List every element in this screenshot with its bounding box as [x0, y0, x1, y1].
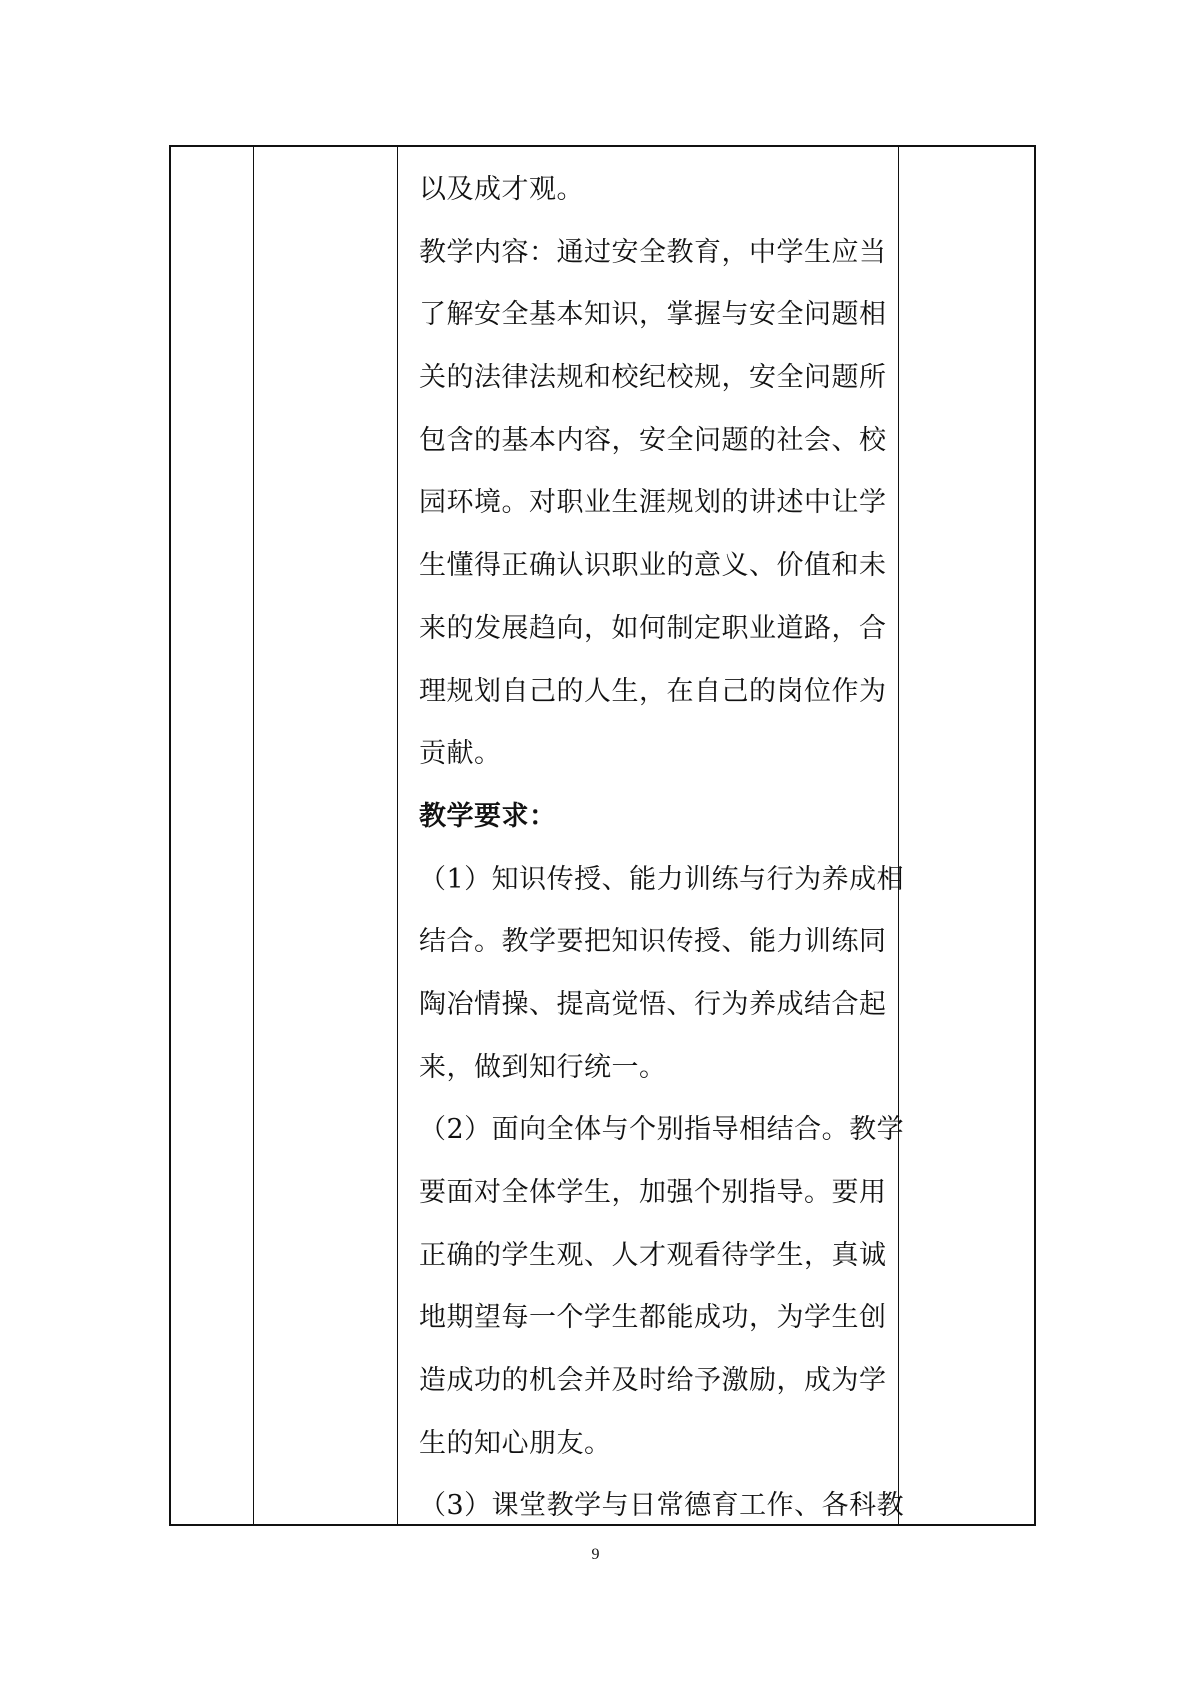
section-heading: 教学要求：: [419, 800, 557, 832]
column-divider-1: [253, 147, 254, 1524]
table-content-cell: [407, 147, 905, 1538]
column-divider-3: [898, 147, 899, 1524]
text-line: 关的法律法规和校纪校规，安全问题所: [419, 362, 887, 394]
text-line: 园环境。对职业生涯规划的讲述中让学: [419, 487, 887, 519]
text-line: 地期望每一个学生都能成功，为学生创: [419, 1302, 887, 1334]
text-line: 了解安全基本知识，掌握与安全问题相: [419, 299, 887, 331]
column-divider-2: [397, 147, 398, 1524]
text-line: 陶冶情操、提高觉悟、行为养成结合起: [419, 988, 887, 1020]
text-line: 以及成才观。: [419, 174, 584, 205]
text-line: 来的发展趋向，如何制定职业道路，合: [419, 612, 887, 644]
text-line: 结合。教学要把知识传授、能力训练同: [419, 926, 887, 958]
text-line: 正确的学生观、人才观看待学生，真诚: [419, 1239, 887, 1271]
text-line: 生懂得正确认识职业的意义、价值和未: [419, 550, 887, 582]
content-table: [169, 145, 1036, 1526]
text-line: （2）面向全体与个别指导相结合。教学: [419, 1114, 905, 1146]
text-line: 理规划自己的人生，在自己的岗位作为: [419, 675, 887, 707]
text-line: 来，做到知行统一。: [419, 1051, 667, 1083]
page-number: 9: [591, 1546, 600, 1563]
text-line: 教学内容：通过安全教育，中学生应当: [419, 236, 887, 268]
text-line: 造成功的机会并及时给予激励，成为学: [419, 1365, 887, 1397]
text-line: 要面对全体学生，加强个别指导。要用: [419, 1177, 887, 1208]
text-line: 贡献。: [419, 738, 502, 770]
text-line: （3）课堂教学与日常德育工作、各科教: [419, 1490, 905, 1522]
text-line: （1）知识传授、能力训练与行为养成相: [419, 863, 905, 895]
text-line: 包含的基本内容，安全问题的社会、校: [419, 424, 887, 456]
text-line: 生的知心朋友。: [419, 1427, 612, 1459]
